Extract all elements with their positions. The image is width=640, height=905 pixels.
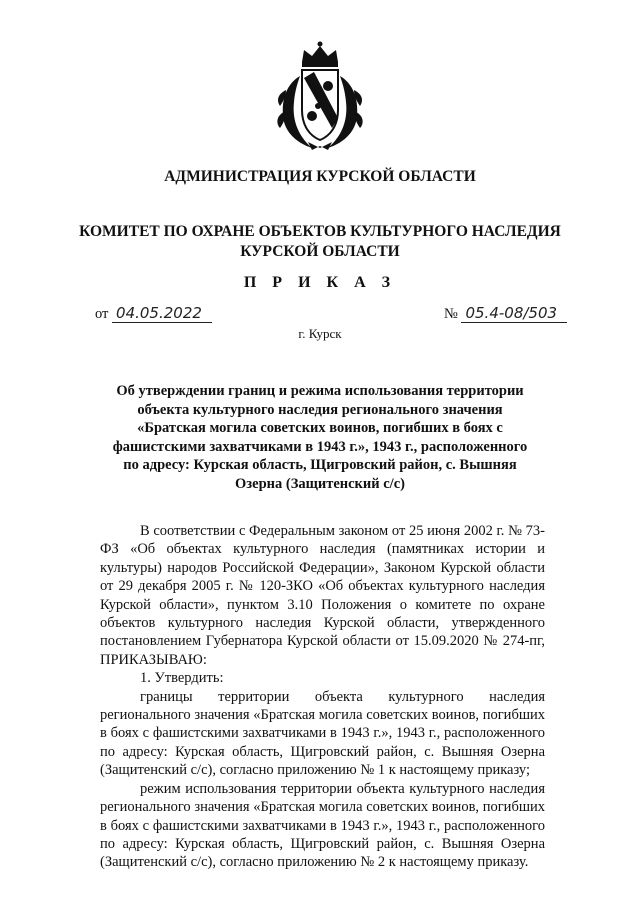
date-value: 04.05.2022 <box>112 304 212 323</box>
date-prefix: от <box>95 306 109 322</box>
item-1: 1. Утвердить: <box>140 670 224 687</box>
number-prefix: № <box>444 306 458 322</box>
order-subject: Об утверждении границ и режима использования территории объекта культурного наследия регионального значения «Братская могила советских воинов, погибших в боях с фашистскими захватчиками в 1943 г.», 1943 г., расположенного по адресу: Курская область, Щигровский район, с. Вышняя Озерна (Защитенский с/с) <box>112 383 528 492</box>
committee-title-line1: КОМИТЕТ ПО ОХРАНЕ ОБЪЕКТОВ КУЛЬТУРНОГО НАСЛЕДИЯ <box>79 223 561 240</box>
committee-title-line2: КУРСКОЙ ОБЛАСТИ <box>240 243 400 260</box>
number-value: 05.4-08/503 <box>461 304 567 323</box>
committee-title <box>0 222 640 262</box>
order-number <box>444 304 567 323</box>
regime-paragraph: режим использования территории объекта культурного наследия регионального значения «Братская могила советских воинов, погибших в боях с фашистскими захватчиками в 1943 г.», 1943 г., расположенного по адресу: Курская область, Щигровский район, с. Вышняя Озерна (Защитенский с/с), согласно приложению № 2 к настоящему приказу. <box>100 780 545 871</box>
administration-title: АДМИНИСТРАЦИЯ КУРСКОЙ ОБЛАСТИ <box>164 168 476 185</box>
city-label: г. Курск <box>298 326 342 341</box>
borders-paragraph: границы территории объекта культурного наследия регионального значения «Братская могила советских воинов, погибших в боях с фашистскими захватчиками в 1943 г.», 1943 г., расположенного по адресу: Курская область, Щигровский район, с. Вышняя Озерна (Защитенский с/с), согласно приложению № 1 к настоящему приказу; <box>100 688 545 779</box>
preamble-paragraph: В соответствии с Федеральным законом от 25 июня 2002 г. № 73-ФЗ «Об объектах культурного наследия (памятниках истории и культуры) народов Российской Федерации», Законом Курской области от 29 декабря 2005 г. № 120-ЗКО «Об объектах культурного наследия Курской области», пунктом 3.10 Положения о комитете по охране объектов культурного наследия Курской области, утвержденного постановлением Губернатора Курской области от 15.09.2020 № 274-пг, ПРИКАЗЫВАЮ: <box>100 523 545 668</box>
order-date <box>95 304 212 323</box>
order-body <box>100 522 545 872</box>
document-type: П Р И К А З <box>243 274 397 291</box>
coat-of-arms-icon <box>272 40 368 152</box>
